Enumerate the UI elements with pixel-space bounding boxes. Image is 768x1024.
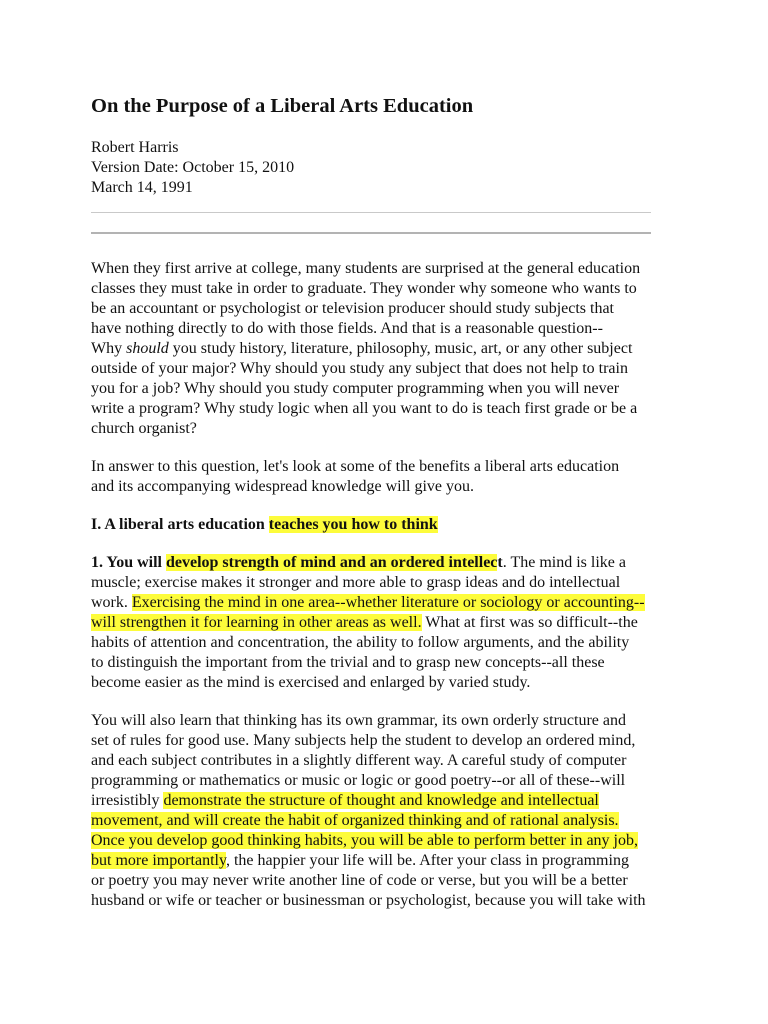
thinking-paragraph [91, 711, 691, 911]
text-line: become easier as the mind is exercised and enlarged by varied study. [91, 674, 531, 691]
text-line: husband or wife or teacher or businessman or psychologist, because you will take with [91, 892, 646, 909]
text-line: or poetry you may never write another line of code or verse, but you will be a better [91, 872, 628, 889]
author: Robert Harris [91, 139, 179, 156]
text-line: When they first arrive at college, many students are surprised at the general education [91, 260, 641, 277]
text-line [91, 553, 691, 573]
emphasis-should: should [126, 340, 169, 357]
text-run: What at first was so difficult--the [421, 614, 638, 631]
text-run: . The mind is like a [502, 554, 626, 571]
text-line: In answer to this question, let's look at some of the benefits a liberal arts education [91, 458, 620, 475]
highlighted-text: demonstrate the structure of thought and knowledge and intellectual [163, 792, 599, 809]
intro-paragraph [91, 259, 691, 439]
article-body [91, 259, 691, 911]
text-line: set of rules for good use. Many subjects help the student to develop an ordered mind, [91, 732, 636, 749]
highlighted-text: movement, and will create the habit of organized thinking and of rational analysis. [91, 812, 619, 829]
text-run: work. [91, 594, 132, 611]
divider-thick [91, 232, 651, 234]
point-1-paragraph [91, 553, 691, 693]
text-line [91, 613, 691, 633]
point-highlight: develop strength of mind and an ordered intellec [165, 554, 498, 571]
text-line: classes they must take in order to graduate. They wonder why someone who wants to [91, 280, 637, 297]
text-run: irresistibly [91, 792, 164, 809]
text-line: you for a job? Why should you study computer programming when you will never [91, 380, 620, 397]
text-line: habits of attention and concentration, the ability to follow arguments, and the ability [91, 634, 630, 651]
heading-text: I. A liberal arts education [91, 516, 269, 533]
text-line [91, 851, 691, 871]
text-line: be an accountant or psychologist or television producer should study subjects that [91, 300, 614, 317]
text-line: and each subject contributes in a slightly different way. A careful study of computer [91, 752, 627, 769]
text-run: you study history, literature, philosophy, music, art, or any other subject [168, 340, 633, 357]
document-meta [91, 138, 294, 198]
highlighted-text: Exercising the mind in one area--whether literature or sociology or accounting-- [131, 594, 645, 611]
text-line [91, 811, 691, 831]
text-line: and its accompanying widespread knowledge will give you. [91, 478, 475, 495]
divider-thin [91, 212, 651, 213]
text-line: write a program? Why study logic when all you want to do is teach first grade or be a [91, 400, 638, 417]
text-run: Why [91, 340, 127, 357]
text-line [91, 339, 691, 359]
highlighted-text: but more importantly [91, 852, 226, 869]
original-date: March 14, 1991 [91, 179, 193, 196]
text-line: muscle; exercise makes it stronger and more able to grasp ideas and do intellectual [91, 574, 621, 591]
text-line [91, 791, 691, 811]
text-line: to distinguish the important from the trivial and to grasp new concepts--all these [91, 654, 605, 671]
text-line: You will also learn that thinking has its own grammar, its own orderly structure and [91, 712, 626, 729]
heading-highlight: teaches you how to think [268, 516, 438, 533]
text-line: have nothing directly to do with those fields. And that is a reasonable question-- [91, 320, 603, 337]
document-title: On the Purpose of a Liberal Arts Education [91, 95, 474, 117]
version-date: Version Date: October 15, 2010 [91, 159, 295, 176]
point-number: 1. You will [91, 554, 166, 571]
text-line: outside of your major? Why should you study any subject that does not help to train [91, 360, 628, 377]
text-line [91, 593, 691, 613]
highlighted-text: Once you develop good thinking habits, you will be able to perform better in any job, [91, 832, 638, 849]
highlighted-text: will strengthen it for learning in other areas as well. [91, 614, 422, 631]
text-run: , the happier your life will be. After your class in programming [225, 852, 629, 869]
text-run: t [497, 554, 503, 571]
text-line: church organist? [91, 420, 197, 437]
section-heading [91, 515, 691, 535]
text-line [91, 831, 691, 851]
text-line: programming or mathematics or music or logic or good poetry--or all of these--will [91, 772, 626, 789]
answer-paragraph [91, 457, 691, 497]
